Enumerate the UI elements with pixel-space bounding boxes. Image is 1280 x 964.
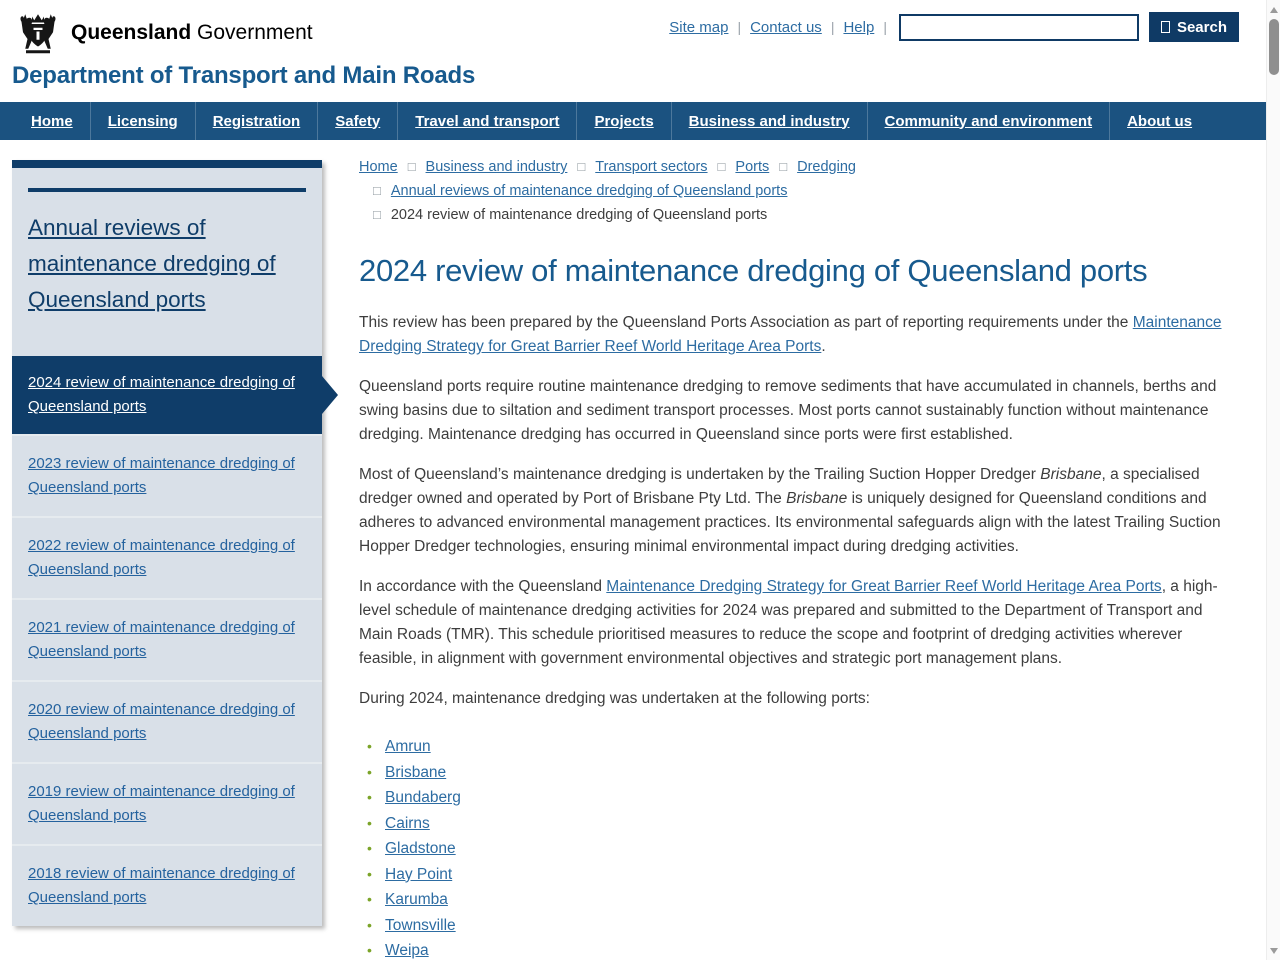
list-item <box>359 836 1238 862</box>
sidebar-rule <box>28 188 306 192</box>
scrollbar[interactable] <box>1266 0 1280 960</box>
body-paragraph: During 2024, maintenance dredging was undertaken at the following ports: <box>359 690 870 707</box>
body-paragraph: This review has been prepared by the Queensland Ports Association as part of reporting requirements under the Maintenance Dredging Strategy for Great Barrier Reef World Heritage Area Ports. <box>359 314 1222 355</box>
breadcrumb-separator: □ <box>717 159 726 174</box>
breadcrumb-annual-reviews[interactable]: Annual reviews of maintenance dredging of Queensland ports <box>390 183 788 199</box>
scrollbar-up-arrow-icon[interactable] <box>1270 7 1278 13</box>
brand-text <box>71 21 313 45</box>
list-item <box>359 785 1238 811</box>
nav-safety[interactable]: Safety <box>317 102 397 140</box>
utility-separator: | <box>737 19 742 35</box>
sidebar-item-2018[interactable]: 2018 review of maintenance dredging of Queensland ports <box>12 844 322 926</box>
sidebar-item-2024[interactable]: 2024 review of maintenance dredging of Queensland ports <box>12 356 322 434</box>
emphasised-text: Brisbane <box>1040 466 1102 483</box>
nav-home[interactable]: Home <box>31 112 73 130</box>
department-title: Department of Transport and Main Roads <box>12 62 476 89</box>
breadcrumb-separator: □ <box>373 207 381 222</box>
sidebar-item-2021[interactable]: 2021 review of maintenance dredging of Queensland ports <box>12 598 322 680</box>
nav-licensing[interactable]: Licensing <box>90 102 195 140</box>
search-input[interactable] <box>899 14 1139 41</box>
port-link-amrun[interactable]: Amrun <box>385 738 431 755</box>
breadcrumb-separator: □ <box>407 159 416 174</box>
emphasised-text: Brisbane <box>786 490 848 507</box>
list-item <box>359 887 1238 913</box>
sidebar-item-2022[interactable]: 2022 review of maintenance dredging of Queensland ports <box>12 516 322 598</box>
main-column <box>359 155 1254 964</box>
breadcrumb-separator: □ <box>779 159 788 174</box>
sidebar-top-bar <box>12 160 322 168</box>
port-link-townsville[interactable]: Townsville <box>385 916 456 934</box>
contact-link[interactable]: Contact us <box>750 18 822 36</box>
nav-business-and-industry[interactable]: Business and industry <box>671 102 867 140</box>
port-link-weipa[interactable]: Weipa <box>385 942 429 959</box>
body-paragraph: In accordance with the Queensland Maintenance Dredging Strategy for Great Barrier Reef World Heritage Area Ports, a high-level schedule of maintenance dredging activities for 2024 was prepared and submitted to the Department of Transport and Main Roads (TMR). This schedule prioritised measures to reduce the scope and footprint of dredging activities wherever feasible, in alignment with government environmental objectives and strategic port management plans. <box>359 578 1218 667</box>
sidebar-item-2023[interactable]: 2023 review of maintenance dredging of Queensland ports <box>12 434 322 516</box>
site-header <box>0 0 1266 102</box>
nav-community-and-environment[interactable]: Community and environment <box>867 102 1110 140</box>
search-icon <box>1161 21 1170 33</box>
breadcrumb-dredging[interactable]: Dredging <box>797 159 856 175</box>
utility-bar <box>660 12 1239 42</box>
search-button[interactable] <box>1149 12 1239 42</box>
list-item <box>359 734 1238 760</box>
port-link-karumba[interactable]: Karumba <box>385 891 448 908</box>
list-item <box>359 862 1238 888</box>
breadcrumb <box>359 155 1238 227</box>
sidebar-item-2019[interactable]: 2019 review of maintenance dredging of Queensland ports <box>12 762 322 844</box>
breadcrumb-current: 2024 review of maintenance dredging of Queensland ports <box>390 207 768 223</box>
breadcrumb-separator: □ <box>373 183 381 198</box>
ports-list <box>359 734 1238 964</box>
scrollbar-down-arrow-icon[interactable] <box>1270 948 1278 954</box>
inline-link[interactable]: Maintenance Dredging Strategy for Great Barrier Reef World Heritage Area Ports <box>606 578 1162 595</box>
coat-of-arms-icon <box>14 8 62 58</box>
sidebar <box>12 160 322 926</box>
scrollbar-thumb[interactable] <box>1269 19 1279 75</box>
port-link-gladstone[interactable]: Gladstone <box>385 840 456 857</box>
body-paragraph: Queensland ports require routine maintenance dredging to remove sediments that have accumulated in channels, berths and swing basins due to siltation and sediment transport processes. Most ports cannot sustainably function without maintenance dredging. Maintenance dredging has occurred in Queensland since ports were first established. <box>359 378 1217 443</box>
body-paragraph: Most of Queensland’s maintenance dredging is undertaken by the Trailing Suction Hopper Dredger Brisbane, a specialised dredger owned and operated by Port of Brisbane Pty Ltd. The Brisbane is uniquely designed for Queensland conditions and adheres to advanced environmental management practices. Its environmental safeguards align with the latest Trailing Suction Hopper Dredger technologies, ensuring minimal environmental impact during dredging activities. <box>359 466 1221 555</box>
port-link-brisbane[interactable]: Brisbane <box>385 763 447 781</box>
breadcrumb-transport-sectors[interactable]: Transport sectors <box>595 159 708 175</box>
brand-government: Government <box>197 21 313 44</box>
page-title: 2024 review of maintenance dredging of Queensland ports <box>359 253 1148 288</box>
breadcrumb-line <box>359 155 1238 179</box>
breadcrumb-ports[interactable]: Ports <box>735 159 770 175</box>
breadcrumb-line <box>359 203 1238 227</box>
sitemap-link[interactable]: Site map <box>669 18 729 36</box>
port-link-hay-point[interactable]: Hay Point <box>385 865 453 883</box>
search-button-label: Search <box>1176 18 1227 36</box>
list-item <box>359 760 1238 786</box>
brand-queensland: Queensland <box>71 21 192 44</box>
breadcrumb-separator: □ <box>577 159 586 174</box>
utility-separator: | <box>883 19 887 35</box>
nav-travel-and-transport[interactable]: Travel and transport <box>397 102 576 140</box>
help-link[interactable]: Help <box>843 18 875 36</box>
sidebar-title-link[interactable]: Annual reviews of maintenance dredging of Queensland ports <box>28 215 276 312</box>
breadcrumb-home[interactable]: Home <box>359 159 398 175</box>
nav-registration[interactable]: Registration <box>195 102 318 140</box>
nav-about-us[interactable]: About us <box>1109 102 1209 140</box>
sidebar-item-2020[interactable]: 2020 review of maintenance dredging of Queensland ports <box>12 680 322 762</box>
nav-projects[interactable]: Projects <box>576 102 670 140</box>
breadcrumb-business-and-industry[interactable]: Business and industry <box>425 159 568 175</box>
utility-separator: | <box>830 19 835 35</box>
port-link-cairns[interactable]: Cairns <box>385 814 430 832</box>
port-link-bundaberg[interactable]: Bundaberg <box>385 789 461 806</box>
main-nav <box>0 102 1266 140</box>
inline-link[interactable]: Maintenance Dredging Strategy for Great Barrier Reef World Heritage Area Ports <box>359 314 1222 355</box>
content-area <box>0 140 1266 964</box>
list-item <box>359 811 1238 837</box>
list-item <box>359 913 1238 939</box>
breadcrumb-line <box>359 179 1238 203</box>
